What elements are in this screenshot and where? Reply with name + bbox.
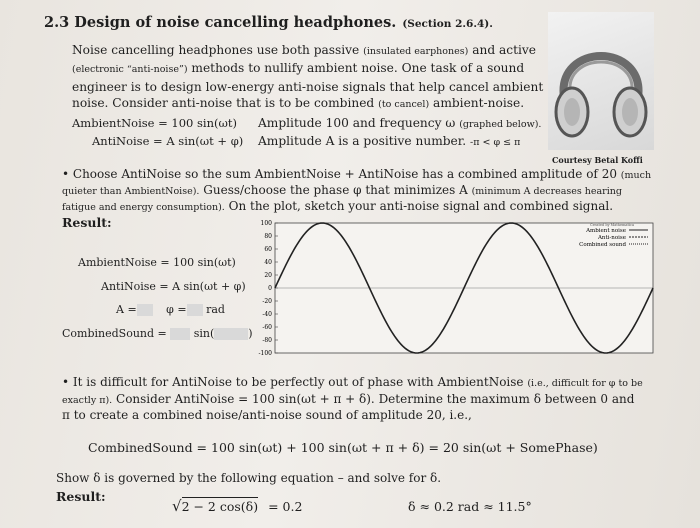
phase-answer-box[interactable] (187, 304, 203, 316)
form-amplitude-phase: A = φ = rad (116, 303, 225, 316)
show-instruction: Show δ is governed by the following equation – and solve for δ. (56, 471, 442, 485)
y-tick-label: -60 (262, 324, 272, 331)
sine-plot (250, 218, 660, 360)
y-tick-label: 60 (264, 246, 272, 253)
combined-amplitude-box[interactable] (170, 328, 190, 340)
photo-credit: Courtesy Betal Koffi (552, 155, 643, 165)
y-tick-label: -40 (262, 311, 272, 318)
y-tick-label: 20 (264, 272, 272, 279)
combined-argument-box[interactable] (214, 328, 248, 340)
legend-combined: Combined sound (579, 242, 626, 248)
result-label: Result: (62, 215, 112, 230)
y-tick-label: 40 (264, 259, 272, 266)
y-tick-label: -20 (262, 298, 272, 305)
y-tick-label: 100 (260, 220, 272, 227)
form-ambient: AmbientNoise = 100 sin(ωt) (78, 256, 236, 269)
combined-equation: CombinedSound = 100 sin(ωt) + 100 sin(ωt + π + δ) = 20 sin(ωt + SomePhase) (88, 440, 598, 455)
form-combined: CombinedSound = sin( ) (62, 327, 253, 340)
bullet-phase-offset: • It is difficult for AntiNoise to be perfectly out of phase with AmbientNoise (i.e., difficult for φ to be exactly π). Consider AntiNoise = 100 sin(ωt + π + δ). Determine the maximum δ between 0 and π to create a combined noise/anti-noise sound of amplitude 20, i.e., (62, 375, 643, 422)
y-tick-label: 80 (264, 233, 272, 240)
form-anti: AntiNoise = A sin(ωt + φ) (101, 280, 246, 293)
delta-equation: √2 − 2 cos(δ) = 0.2 (172, 497, 303, 515)
y-tick-label: 0 (268, 285, 272, 292)
y-tick-label: -80 (262, 337, 272, 344)
legend-header: Created by Mathematica (590, 223, 635, 227)
amplitude-answer-box[interactable] (137, 304, 153, 316)
result2-label: Result: (56, 489, 106, 504)
headphones-photo (548, 12, 654, 150)
y-tick-label: -100 (258, 350, 272, 357)
legend-ambient: Ambient noise (586, 228, 626, 234)
bullet-choose-antinoise: • Choose AntiNoise so the sum AmbientNoise + AntiNoise has a combined amplitude of 20 (much quieter than AmbientNoise). Guess/choose the phase φ that minimizes A (minimum A decreases hearing fatigue and energy consumption). On the plot, sketch your anti-noise signal and combined signal. Result: (62, 167, 652, 230)
intro-paragraph: Noise cancelling headphones use both passive (insulated earphones) and active (electronic “anti-noise”) methods to nullify ambient noise. One task of a sound engineer is to design low-energy anti-noise signals that help cancel ambient noise. Consider anti-noise that is to be combined (to cancel) ambient-noise. AmbientNoise = 100 sin(ωt) Amplitude 100 and frequency ω (graphed below). AntiNoise = A sin(ωt + φ) Amplitude A is a positive number. -π < φ ≤ π (72, 43, 544, 149)
legend-antinoise: Anti-noise (597, 235, 626, 241)
page-title: 2.3 Design of noise cancelling headphones. (Section 2.6.4). (44, 14, 493, 31)
delta-answer: δ ≈ 0.2 rad ≈ 11.5° (408, 499, 532, 514)
